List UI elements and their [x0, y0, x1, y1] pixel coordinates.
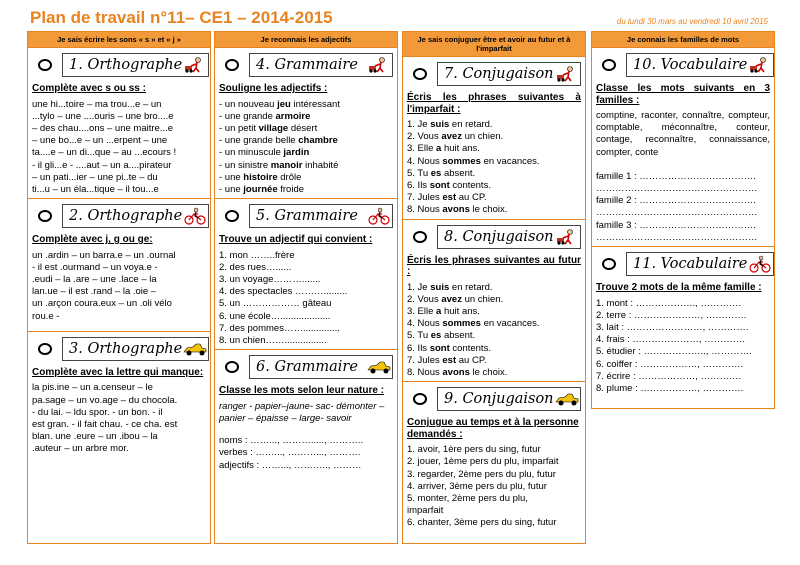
list-item: blan. une .eure – un .ibou – la: [32, 431, 158, 443]
list-item: 2. jouer, 1ème pers du plu, imparfait: [407, 456, 559, 468]
exercise-instruction: Trouve un adjectif qui convient :: [219, 234, 373, 246]
exercise-label: 5. Grammaire: [256, 208, 358, 225]
exercise-body: [215, 234, 397, 347]
exercise-instruction: Écris les phrases suivantes à l'imparfait :: [407, 92, 581, 115]
circle-bullet-icon: [225, 59, 239, 71]
list-item: 5. Tu es absent.: [407, 330, 476, 342]
list-item: 6. chanter, 3ème pers du sing, futur: [407, 517, 557, 529]
boy-pushing-lawnmower-icon: [554, 226, 580, 248]
list-item: 3. Elle a huit ans.: [407, 306, 480, 318]
race-car-icon: [554, 388, 580, 410]
exercise-header: [32, 203, 206, 229]
list-item: est gran. - il fait chau. - ce cha. est: [32, 418, 178, 430]
exercise-header: [32, 52, 206, 78]
exercise-label-box: [62, 204, 209, 228]
list-item: 7. écrire : ………………, ………….: [596, 370, 742, 382]
list-item: - une histoire drôle: [219, 171, 302, 183]
list-item: – des chau....ons – une maitre...e: [32, 122, 174, 134]
column-orthographe: [27, 31, 211, 544]
column-vocabulaire: [591, 31, 775, 409]
race-car-icon: [366, 356, 392, 378]
list-item: - un sinistre manoir inhabité: [219, 159, 339, 171]
exercise-label-box: [437, 387, 581, 411]
list-item: 6. une école…...................: [219, 310, 331, 322]
page-title: Plan de travail n°11– CE1 – 2014-2015: [30, 8, 333, 27]
race-car-icon: [182, 338, 208, 360]
exercise-body: [28, 367, 210, 456]
list-item: – une bo...e – un ...erpent – une: [32, 135, 168, 147]
list-item: un .arçon coura.eux – un .oli vélo: [32, 298, 172, 310]
list-item: - un minuscule jardin: [219, 147, 310, 159]
exercise-label-box: [437, 62, 581, 86]
exercise-instruction: Trouve 2 mots de la même famille :: [596, 282, 762, 294]
boy-cycling-icon: [747, 253, 773, 275]
list-item: 7. Jules est au CP.: [407, 192, 487, 204]
list-item: 1. mont : ………………., ………….: [596, 297, 742, 309]
list-item: rou.e -: [32, 310, 60, 322]
list-item: 5. Tu es absent.: [407, 167, 476, 179]
list-item: - une journée froide: [219, 183, 305, 195]
list-item: famille 2 : ……………………………….: [596, 195, 756, 207]
list-item: ……………………………………………: [596, 183, 758, 195]
circle-bullet-icon: [38, 59, 52, 71]
exercise-body: [403, 255, 585, 380]
column-grammaire: [214, 31, 398, 544]
circle-bullet-icon: [413, 68, 427, 80]
list-item: 4. arriver, 3ème pers du plu, futur: [407, 480, 547, 492]
exercise-label: 9. Conjugaison: [444, 391, 554, 408]
list-item: ...tylo – une ....ouris – une bro....e: [32, 110, 174, 122]
list-item: 8. plume : ………………, ………….: [596, 382, 744, 394]
list-item: 4. Nous sommes en vacances.: [407, 155, 540, 167]
exercise-label: 4. Grammaire: [256, 57, 358, 73]
exercise-header: [32, 336, 206, 362]
list-item: 5. monter, 2ème pers du plu,: [407, 493, 528, 505]
list-item: 5. étudier : ……………….., ………….: [596, 346, 752, 358]
list-item: .eudi – la .are – une .lace – la: [32, 274, 157, 286]
divider: [403, 219, 585, 220]
list-item: 1. avoir, 1ère pers du sing, futur: [407, 444, 541, 456]
boy-pushing-lawnmower-icon: [182, 54, 208, 76]
list-item: une hi...toire – ma trou...e – un: [32, 98, 162, 110]
list-item: 3. un voyage……….......: [219, 274, 321, 286]
boy-pushing-lawnmower-icon: [554, 63, 580, 85]
list-item: - un nouveau jeu intéressant: [219, 98, 340, 110]
list-item: 3. regarder, 2ème pers du plu, futur: [407, 468, 556, 480]
exercise-body: [403, 417, 585, 529]
exercise-label-box: [62, 53, 209, 77]
circle-bullet-icon: [413, 231, 427, 243]
exercise-header: [407, 386, 581, 412]
list-item: 2. des rues…......: [219, 261, 292, 273]
list-item: 4. des spectacles ……….........: [219, 286, 348, 298]
circle-bullet-icon: [38, 343, 52, 355]
list-item: .auteur – un arbre mor.: [32, 443, 129, 455]
list-item: 2. terre : …………………, ………….: [596, 309, 747, 321]
list-item: la pis.ine – un a.censeur – le: [32, 382, 153, 394]
exercise-label-box: [249, 53, 393, 77]
exercise-header: [219, 52, 393, 78]
exercise-body: [403, 92, 585, 217]
list-item: 6. Ils sont contents.: [407, 342, 491, 354]
divider: [215, 349, 397, 350]
exercise-label-box: [62, 337, 209, 361]
column-banner: Je reconnais les adjectifs: [215, 32, 397, 48]
column-banner: Je connais les familles de mots: [592, 32, 774, 48]
exercise-body: [28, 83, 210, 196]
exercise-header: [407, 61, 581, 87]
list-item: 1. Je suis en retard.: [407, 281, 493, 293]
list-item: 8. Nous avons le choix.: [407, 367, 508, 379]
exercise-header: [596, 251, 770, 277]
list-item: pa.sage – un vo.age – du chocola.: [32, 394, 178, 406]
list-item: famille 1 : ……………………………….: [596, 170, 756, 182]
circle-bullet-icon: [225, 361, 239, 373]
list-item: famille 3 : ……………………………….: [596, 219, 756, 231]
exercise-instruction: Classe les mots suivants en 3 familles :: [596, 83, 770, 106]
exercise-label-box: [626, 53, 774, 77]
list-item: 3. Elle a huit ans.: [407, 143, 480, 155]
list-item: ……………………………………………: [596, 231, 758, 243]
exercise-header: [407, 224, 581, 250]
list-item: 4. frais : …………………, ………….: [596, 334, 745, 346]
list-item: noms : ……..., ………....., ………..: [219, 435, 364, 447]
exercise-body: [592, 83, 774, 244]
list-item: - un petit village désert: [219, 122, 318, 134]
list-item: ……………………………………………: [596, 207, 758, 219]
list-item: un .ardin – un barra.e – un .ournal: [32, 249, 176, 261]
list-item: 1. Je suis en retard.: [407, 119, 493, 130]
list-item: - du lai. – ldu spor. - un bon. - il: [32, 406, 163, 418]
boy-cycling-icon: [366, 205, 392, 227]
list-item: 5. un ……………… gâteau: [219, 298, 332, 310]
exercise-instruction: Écris les phrases suivantes au futur :: [407, 254, 581, 278]
exercise-label: 3. Orthographe: [69, 340, 183, 357]
divider: [28, 198, 210, 199]
word-list: comptine, raconter, connaître, compteur, comptable, méconnaître, conteur, contage, reconnaître, connaissance, compter, conte: [596, 110, 770, 158]
exercise-instruction: Classe les mots selon leur nature :: [219, 385, 385, 397]
exercise-label-box: [249, 355, 393, 379]
exercise-label: 6. Grammaire: [256, 359, 358, 376]
list-item: 6. Ils sont contents.: [407, 180, 491, 192]
list-item: 8. Nous avons le choix.: [407, 204, 508, 216]
list-item: ta....e – un di...que – au ...ecours !: [32, 147, 177, 159]
column-banner: Je sais écrire les sons « s » et « j »: [28, 32, 210, 48]
exercise-label-box: [249, 204, 393, 228]
divider: [28, 331, 210, 332]
list-item: lan.ue – il est .rand – la .oie –: [32, 286, 157, 298]
list-item: 2. Vous avez un chien.: [407, 131, 504, 143]
exercise-label-box: [626, 252, 774, 276]
list-item: imparfait: [407, 505, 444, 517]
boy-pushing-lawnmower-icon: [366, 54, 392, 76]
exercise-instruction: Complète avec s ou ss :: [32, 83, 146, 94]
boy-cycling-icon: [182, 205, 208, 227]
list-item: 1. mon ……..frère: [219, 249, 295, 261]
circle-bullet-icon: [413, 393, 427, 405]
exercise-label-box: [437, 225, 581, 249]
exercise-body: [592, 282, 774, 395]
list-item: - il gli...e - ....aut – un a....pirateur: [32, 159, 172, 171]
list-item: - il est .ourmand – un voya.e -: [32, 261, 158, 273]
column-conjugaison: [402, 31, 586, 544]
list-item: 7. des pommes……..............: [219, 322, 340, 334]
list-item: adjectifs : ……..., ……….., ………: [219, 459, 362, 471]
exercise-label: 8. Conjugaison: [444, 228, 554, 245]
list-item: – un pati...ier – une pi..te – du: [32, 171, 158, 183]
exercise-instruction: Souligne les adjectifs :: [219, 83, 328, 94]
list-item: 2. Vous avez un chien.: [407, 293, 504, 305]
exercise-label: 7. Conjugaison: [444, 66, 554, 82]
circle-bullet-icon: [602, 258, 616, 270]
exercise-instruction: Complète avec la lettre qui manque:: [32, 366, 204, 378]
exercise-body: [215, 83, 397, 196]
exercise-body: [215, 385, 397, 472]
exercise-body: [28, 234, 210, 323]
exercise-header: [596, 52, 770, 78]
list-item: verbes : ……..., ………..., ……….: [219, 447, 361, 459]
list-item: ti...u – un éla...tique – il tou...e: [32, 183, 159, 195]
circle-bullet-icon: [602, 59, 616, 71]
exercise-label: 2. Orthographe: [69, 208, 183, 225]
exercise-header: [219, 354, 393, 380]
exercise-instruction: Complète avec j, g ou ge:: [32, 234, 153, 246]
circle-bullet-icon: [225, 210, 239, 222]
date-range: du lundi 30 mars au vendredi 10 avril 2015: [616, 17, 768, 26]
exercise-label: 1. Orthographe: [69, 57, 183, 73]
exercise-header: [219, 203, 393, 229]
list-item: 7. Jules est au CP.: [407, 354, 487, 366]
list-item: 3. lait : ……………………, ………….: [596, 321, 749, 333]
divider: [403, 381, 585, 382]
word-list: ranger - papier–jaune- sac- démonter – panier – épaisse – large- savoir: [219, 400, 385, 424]
list-item: 4. Nous sommes en vacances.: [407, 318, 540, 330]
list-item: 8. un chien……................: [219, 335, 327, 347]
boy-pushing-lawnmower-icon: [747, 54, 773, 76]
list-item: - une grande belle chambre: [219, 135, 338, 147]
list-item: 6. coiffer : ………………, ………….: [596, 358, 744, 370]
exercise-instruction: Conjugue au temps et à la personne demandés :: [407, 417, 579, 440]
list-item: - une grande armoire: [219, 110, 311, 122]
exercise-label: 11. Vocabulaire: [633, 256, 748, 273]
divider: [592, 246, 774, 247]
exercise-label: 10. Vocabulaire: [633, 57, 748, 73]
column-banner: Je sais conjuguer être et avoir au futur et à l'imparfait: [403, 32, 585, 57]
circle-bullet-icon: [38, 210, 52, 222]
divider: [215, 198, 397, 199]
